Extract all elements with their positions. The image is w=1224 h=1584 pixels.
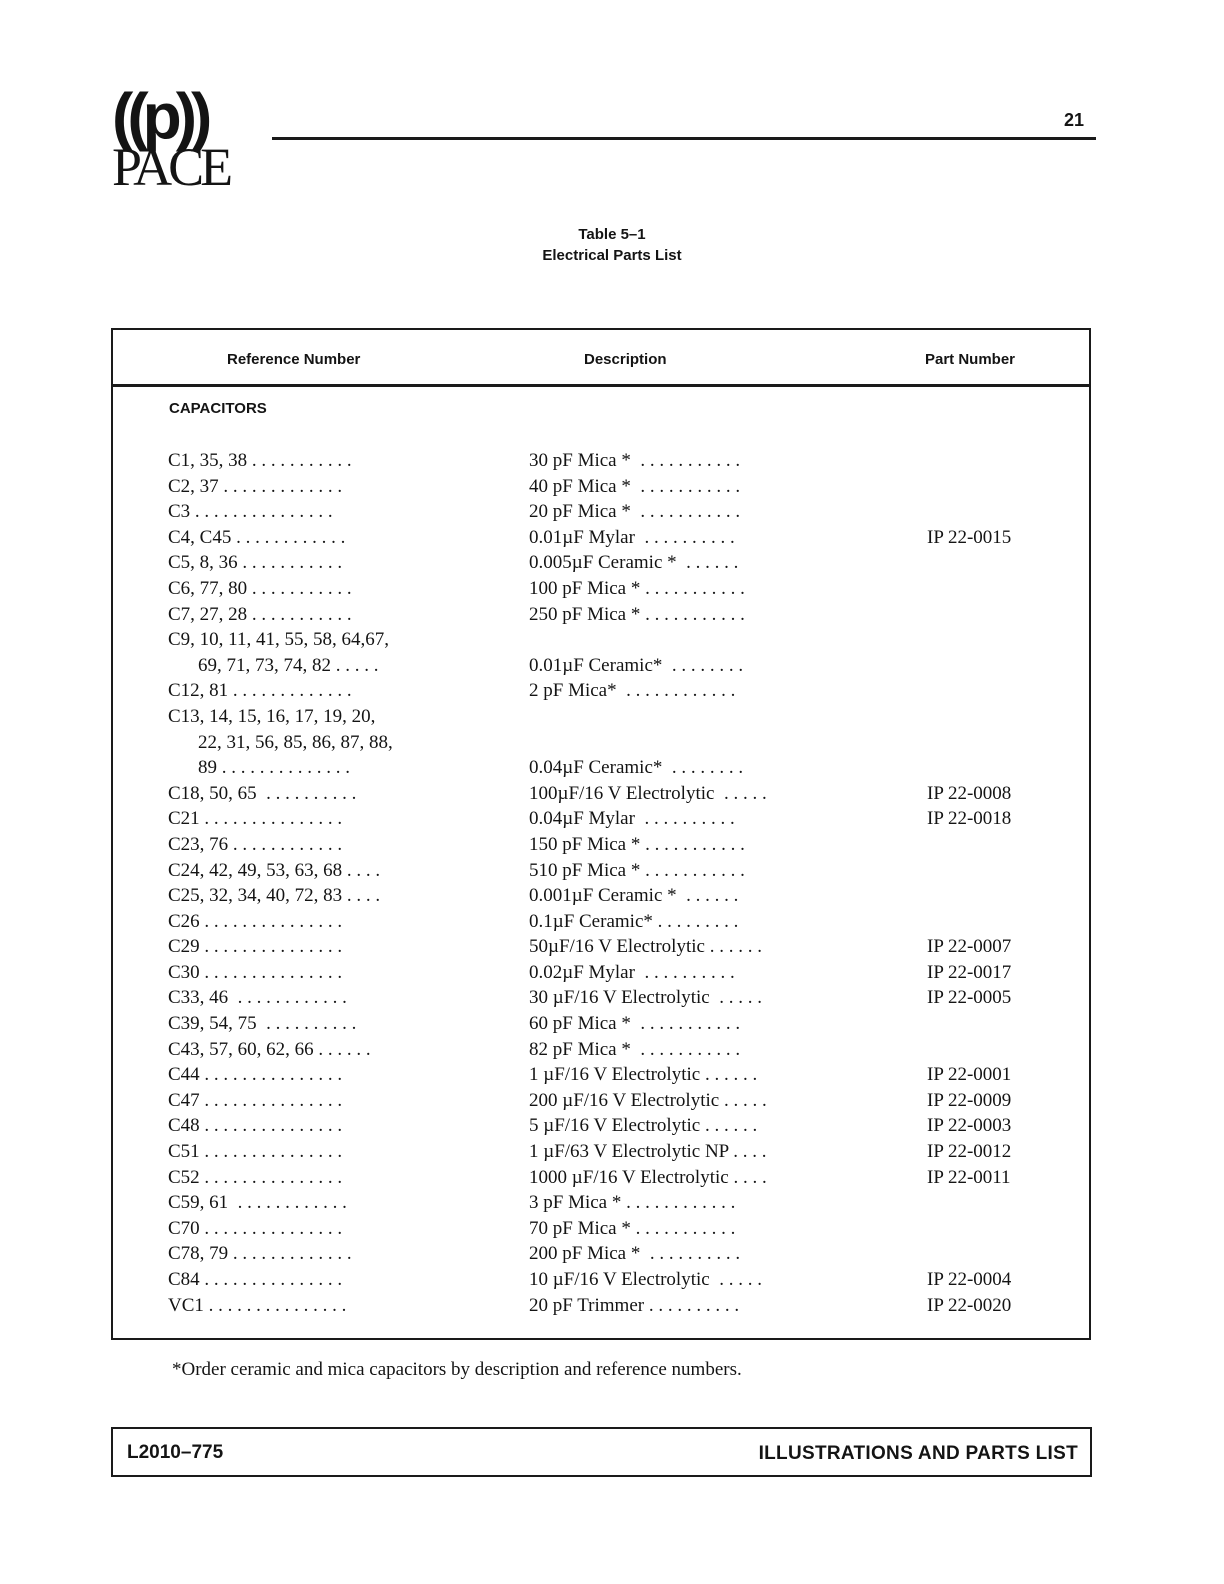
column-header-reference: Reference Number	[227, 351, 361, 368]
table-row	[113, 1267, 1089, 1293]
reference-cell: C4, C45 . . . . . . . . . . . .	[168, 526, 346, 548]
part-number-cell: IP 22-0018	[927, 808, 1012, 830]
reference-cell: C70 . . . . . . . . . . . . . . .	[168, 1217, 343, 1239]
table-row	[113, 1088, 1089, 1114]
table-row	[113, 678, 1089, 704]
footer-section-title: ILLUSTRATIONS AND PARTS LIST	[758, 1443, 1078, 1464]
part-number-cell: IP 22-0011	[927, 1166, 1011, 1188]
table-row	[113, 755, 1089, 781]
reference-cell: C2, 37 . . . . . . . . . . . . .	[168, 475, 343, 497]
reference-cell: C47 . . . . . . . . . . . . . . .	[168, 1089, 343, 1111]
reference-cell: C48 . . . . . . . . . . . . . . .	[168, 1115, 343, 1137]
section-title: CAPACITORS	[169, 400, 267, 417]
logo-wordmark: PACE	[112, 137, 230, 197]
table-row	[113, 858, 1089, 884]
table-row	[113, 448, 1089, 474]
reference-cell: C39, 54, 75 . . . . . . . . . .	[168, 1013, 357, 1035]
table-row	[113, 1165, 1089, 1191]
logo-mark: ((p))	[112, 80, 207, 152]
reference-cell: 22, 31, 56, 85, 86, 87, 88,	[198, 731, 393, 753]
pace-logo	[112, 80, 272, 197]
table-row	[113, 1037, 1089, 1063]
table-body	[113, 448, 1089, 1318]
reference-cell: C24, 42, 49, 53, 63, 68 . . . .	[168, 859, 381, 881]
document-number: L2010–775	[127, 1442, 224, 1463]
description-cell: 1000 µF/16 V Electrolytic . . . .	[529, 1166, 767, 1188]
table-row	[113, 909, 1089, 935]
reference-cell: C25, 32, 34, 40, 72, 83 . . . .	[168, 885, 381, 907]
reference-cell: C59, 61 . . . . . . . . . . . .	[168, 1192, 347, 1214]
description-cell: 0.001µF Ceramic * . . . . . .	[529, 885, 739, 907]
reference-cell: C9, 10, 11, 41, 55, 58, 64,67,	[168, 629, 389, 651]
part-number-cell: IP 22-0012	[927, 1141, 1012, 1163]
table-row	[113, 1011, 1089, 1037]
description-cell: 0.01µF Ceramic* . . . . . . . .	[529, 654, 744, 676]
description-cell: 100 pF Mica * . . . . . . . . . . .	[529, 577, 745, 599]
description-cell: 1 µF/16 V Electrolytic . . . . . .	[529, 1064, 758, 1086]
table-row	[113, 576, 1089, 602]
reference-cell: C30 . . . . . . . . . . . . . . .	[168, 961, 343, 983]
part-number-cell: IP 22-0009	[927, 1089, 1012, 1111]
table-row	[113, 602, 1089, 628]
reference-cell: C21 . . . . . . . . . . . . . . .	[168, 808, 343, 830]
table-row	[113, 806, 1089, 832]
part-number-cell: IP 22-0017	[927, 961, 1012, 983]
description-cell: 100µF/16 V Electrolytic . . . . .	[529, 782, 767, 804]
reference-cell: C78, 79 . . . . . . . . . . . . .	[168, 1243, 352, 1265]
table-row	[113, 499, 1089, 525]
description-cell: 200 µF/16 V Electrolytic . . . . .	[529, 1089, 767, 1111]
reference-cell: C51 . . . . . . . . . . . . . . .	[168, 1141, 343, 1163]
table-row	[113, 985, 1089, 1011]
description-cell: 2 pF Mica* . . . . . . . . . . . .	[529, 680, 736, 702]
table-label: Table 5–1	[578, 226, 646, 243]
part-number-cell: IP 22-0004	[927, 1269, 1012, 1290]
reference-cell: VC1 . . . . . . . . . . . . . . .	[168, 1294, 347, 1316]
description-cell: 10 µF/16 V Electrolytic . . . . .	[529, 1269, 762, 1290]
parts-table	[111, 328, 1091, 1340]
reference-cell: C44 . . . . . . . . . . . . . . .	[168, 1064, 343, 1086]
part-number-cell: IP 22-0007	[927, 936, 1012, 958]
reference-cell: C23, 76 . . . . . . . . . . . .	[168, 833, 343, 855]
page-footer	[111, 1427, 1092, 1477]
part-number-cell: IP 22-0005	[927, 987, 1012, 1009]
part-number-cell: IP 22-0020	[927, 1294, 1012, 1316]
reference-cell: C29 . . . . . . . . . . . . . . .	[168, 936, 343, 958]
description-cell: 30 µF/16 V Electrolytic . . . . .	[529, 987, 762, 1009]
reference-cell: C7, 27, 28 . . . . . . . . . . .	[168, 603, 352, 625]
reference-cell: C12, 81 . . . . . . . . . . . . .	[168, 680, 352, 702]
table-row	[113, 627, 1089, 653]
table-row	[113, 704, 1089, 730]
description-cell: 510 pF Mica * . . . . . . . . . . .	[529, 859, 745, 881]
description-cell: 0.005µF Ceramic * . . . . . .	[529, 552, 739, 574]
description-cell: 200 pF Mica * . . . . . . . . . .	[529, 1243, 741, 1265]
table-row	[113, 474, 1089, 500]
part-number-cell: IP 22-0008	[927, 782, 1012, 804]
table-row	[113, 525, 1089, 551]
table-row	[113, 1241, 1089, 1267]
table-row	[113, 1293, 1089, 1319]
description-cell: 30 pF Mica * . . . . . . . . . . .	[529, 450, 741, 471]
part-number-cell: IP 22-0015	[927, 526, 1012, 548]
table-row	[113, 960, 1089, 986]
description-cell: 82 pF Mica * . . . . . . . . . . .	[529, 1038, 741, 1060]
table-row	[113, 730, 1089, 756]
reference-cell: C33, 46 . . . . . . . . . . . .	[168, 987, 347, 1009]
footnote: *Order ceramic and mica capacitors by description and reference numbers.	[172, 1359, 742, 1380]
reference-cell: C52 . . . . . . . . . . . . . . .	[168, 1166, 343, 1188]
table-caption	[0, 224, 1224, 266]
reference-cell: C1, 35, 38 . . . . . . . . . . .	[168, 450, 352, 471]
header-rule	[272, 137, 1096, 140]
description-cell: 5 µF/16 V Electrolytic . . . . . .	[529, 1115, 758, 1137]
table-title: Electrical Parts List	[542, 247, 682, 264]
reference-cell: C84 . . . . . . . . . . . . . . .	[168, 1269, 343, 1290]
description-cell: 0.01µF Mylar . . . . . . . . . .	[529, 526, 735, 548]
part-number-cell: IP 22-0003	[927, 1115, 1012, 1137]
description-cell: 0.04µF Mylar . . . . . . . . . .	[529, 808, 735, 830]
description-cell: 70 pF Mica * . . . . . . . . . . .	[529, 1217, 736, 1239]
table-header	[113, 330, 1089, 387]
page-number: 21	[1063, 110, 1084, 130]
reference-cell: C18, 50, 65 . . . . . . . . . .	[168, 782, 357, 804]
table-row	[113, 1216, 1089, 1242]
description-cell: 20 pF Trimmer . . . . . . . . . .	[529, 1294, 740, 1316]
reference-cell: C43, 57, 60, 62, 66 . . . . . .	[168, 1038, 371, 1060]
reference-cell: C5, 8, 36 . . . . . . . . . . .	[168, 552, 343, 574]
part-number-cell: IP 22-0001	[927, 1064, 1012, 1086]
table-row	[113, 550, 1089, 576]
description-cell: 150 pF Mica * . . . . . . . . . . .	[529, 833, 745, 855]
description-cell: 0.04µF Ceramic* . . . . . . . .	[529, 757, 744, 779]
table-row	[113, 1190, 1089, 1216]
description-cell: 250 pF Mica * . . . . . . . . . . .	[529, 603, 745, 625]
reference-cell: C13, 14, 15, 16, 17, 19, 20,	[168, 705, 376, 727]
column-header-part-number: Part Number	[925, 351, 1016, 368]
table-row	[113, 934, 1089, 960]
description-cell: 50µF/16 V Electrolytic . . . . . .	[529, 936, 762, 958]
table-row	[113, 653, 1089, 679]
description-cell: 60 pF Mica * . . . . . . . . . . .	[529, 1013, 741, 1035]
reference-cell: C3 . . . . . . . . . . . . . . .	[168, 501, 333, 523]
description-cell: 40 pF Mica * . . . . . . . . . . .	[529, 475, 741, 497]
description-cell: 0.02µF Mylar . . . . . . . . . .	[529, 961, 735, 983]
description-cell: 1 µF/63 V Electrolytic NP . . . .	[529, 1141, 767, 1163]
description-cell: 0.1µF Ceramic* . . . . . . . . .	[529, 910, 739, 932]
reference-cell: 89 . . . . . . . . . . . . . .	[198, 757, 350, 779]
description-cell: 20 pF Mica * . . . . . . . . . . .	[529, 501, 741, 523]
column-header-description: Description	[584, 351, 667, 368]
table-row	[113, 1113, 1089, 1139]
table-row	[113, 781, 1089, 807]
reference-cell: C6, 77, 80 . . . . . . . . . . .	[168, 577, 352, 599]
table-row	[113, 1062, 1089, 1088]
table-row	[113, 1139, 1089, 1165]
reference-cell: C26 . . . . . . . . . . . . . . .	[168, 910, 343, 932]
table-row	[113, 883, 1089, 909]
reference-cell: 69, 71, 73, 74, 82 . . . . .	[198, 654, 379, 676]
table-row	[113, 832, 1089, 858]
description-cell: 3 pF Mica * . . . . . . . . . . . .	[529, 1192, 736, 1214]
